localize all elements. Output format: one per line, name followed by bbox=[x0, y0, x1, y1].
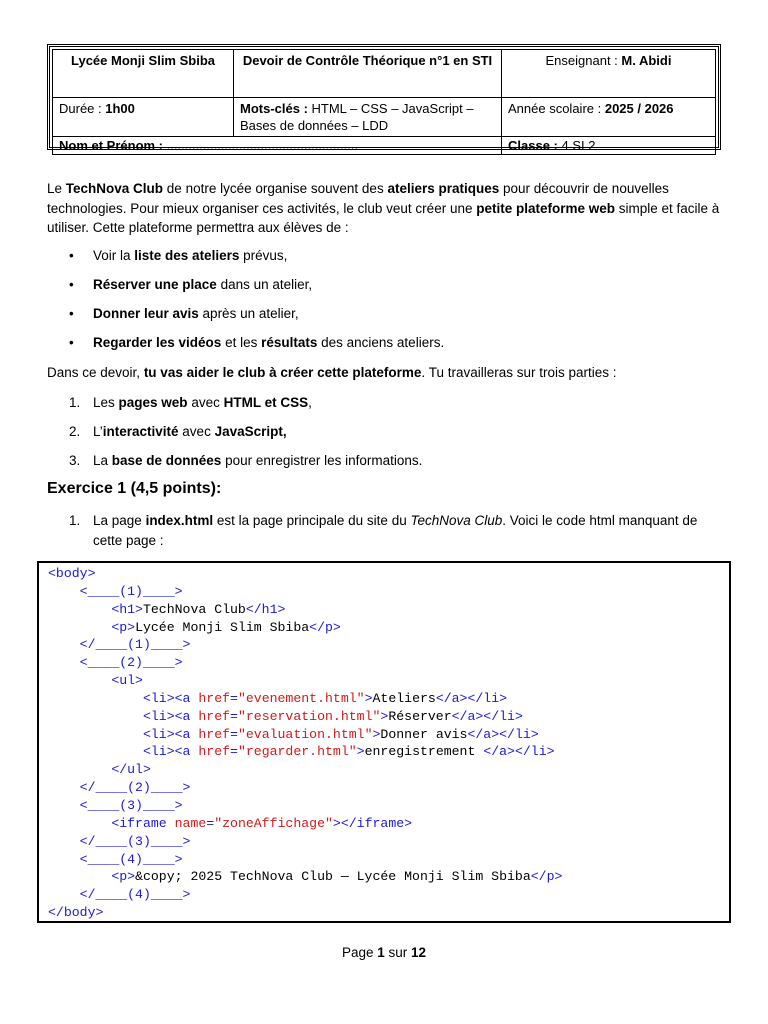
part-bold: JavaScript, bbox=[214, 424, 287, 439]
teacher-cell bbox=[502, 50, 716, 98]
student-name-cell bbox=[53, 137, 502, 155]
school-name: Lycée Monji Slim Sbiba bbox=[53, 50, 234, 98]
bullet-text: après un atelier, bbox=[198, 306, 299, 321]
student-name-label: Nom et Prénom : bbox=[59, 138, 167, 153]
code-link-text: enregistrement bbox=[364, 744, 484, 760]
question-text bbox=[47, 511, 727, 550]
student-name-dots: ..................................................... bbox=[166, 138, 359, 153]
q-bold: index.html bbox=[145, 513, 214, 528]
blank-1-close: ____(1)____ bbox=[95, 637, 183, 653]
part-text: L’ bbox=[93, 424, 103, 439]
parts-list bbox=[47, 393, 727, 480]
duration-value: 1h00 bbox=[105, 101, 135, 116]
part-text: avec bbox=[187, 395, 224, 410]
intro-text-2: de notre lycée organise souvent des bbox=[163, 181, 388, 196]
part-text: pour enregistrer les informations. bbox=[221, 453, 423, 468]
part-text: , bbox=[308, 395, 312, 410]
intro-text-3: pour découvrir de nouvelles technologies. Pour mieux organiser ces activités, le club veut créer une bbox=[47, 181, 669, 216]
list-item bbox=[47, 304, 727, 333]
bullet-text: et les bbox=[221, 335, 262, 350]
bullet-bold: Donner leur avis bbox=[93, 306, 199, 321]
intro-bold-1: TechNova Club bbox=[65, 181, 164, 196]
blank-4: ____(4)____ bbox=[87, 851, 175, 867]
bullet-bold: Réserver une place bbox=[93, 277, 217, 292]
bullet-text: des anciens ateliers. bbox=[317, 335, 445, 350]
header-box bbox=[47, 44, 721, 153]
exam-title: Devoir de Contrôle Théorique n°1 en STI bbox=[234, 50, 502, 98]
keywords-label: Mots-clés : bbox=[240, 101, 312, 116]
list-item bbox=[47, 451, 727, 480]
code-href: "regarder.html" bbox=[237, 744, 357, 760]
code-href: "reservation.html" bbox=[237, 708, 381, 724]
part-number: 1. bbox=[69, 395, 81, 410]
code-href: "evaluation.html" bbox=[237, 726, 373, 742]
q-text: La page bbox=[93, 513, 146, 528]
q-italic: TechNova Club bbox=[410, 513, 503, 528]
footer-text: Page bbox=[341, 945, 378, 960]
bullet-text: prévus, bbox=[239, 248, 288, 263]
code-iframe-name: "zoneAffichage" bbox=[214, 815, 333, 831]
part-bold: base de données bbox=[111, 453, 222, 468]
part-number: 2. bbox=[69, 424, 81, 439]
page-number: 1 bbox=[377, 945, 385, 960]
blank-3: ____(3)____ bbox=[87, 797, 175, 813]
code-link-text: Réserver bbox=[388, 708, 452, 724]
class-label: Classe : bbox=[508, 138, 562, 153]
year-cell bbox=[502, 98, 716, 137]
code-listing: <body> <____(1)____> <h1>TechNova Club</h1> <p>Lycée Monji Slim Sbiba</p> </____(1)____> <____(2)____> <ul> <li><a href="evenement.html">Ateliers</a></li> <li><a href="reservation.html">Réserver</a></li> <li><a href="evaluation.html">Donner avis</a></li> <li><a href="regarder.html">enregistrement </a></li> </ul> </____(2)____> <____(3)____> <iframe name="zoneAffichage"></iframe> </____(3)____> <____(4)____> <p>&copy; 2025 TechNova Club — Lycée Monji Slim Sbiba</p> </____(4)____> </body> bbox=[48, 566, 563, 921]
teacher-label: Enseignant : bbox=[545, 53, 622, 68]
list-item bbox=[47, 393, 727, 422]
part-text: avec bbox=[178, 424, 215, 439]
part-text: La bbox=[93, 453, 112, 468]
list-item bbox=[47, 275, 727, 304]
duration-cell bbox=[53, 98, 234, 137]
code-link-text: Ateliers bbox=[372, 690, 436, 706]
intro-text-4: simple et facile à utiliser. Cette plateforme permettra aux élèves de : bbox=[47, 200, 720, 235]
blank-4-close: ____(4)____ bbox=[95, 887, 183, 903]
question-number: 1. bbox=[69, 513, 81, 528]
bullet-bold: Regarder les vidéos bbox=[93, 335, 222, 350]
part-bold: pages web bbox=[118, 395, 188, 410]
blank-3-close: ____(3)____ bbox=[95, 833, 183, 849]
page-total: 12 bbox=[411, 945, 427, 960]
intro-text-1: Le bbox=[47, 181, 66, 196]
blank-1: ____(1)____ bbox=[87, 583, 175, 599]
blank-2-close: ____(2)____ bbox=[95, 780, 183, 796]
part-bold: HTML et CSS bbox=[223, 395, 309, 410]
intro-bold-2: ateliers pratiques bbox=[387, 181, 500, 196]
code-box bbox=[37, 561, 731, 923]
page-footer bbox=[0, 945, 768, 960]
intro-bold-3: petite plateforme web bbox=[476, 200, 615, 216]
list-item bbox=[47, 422, 727, 451]
q-text: est la page principale du site du bbox=[213, 513, 411, 528]
exercise-title: Exercice 1 (4,5 points): bbox=[47, 480, 222, 497]
blank-2: ____(2)____ bbox=[87, 655, 175, 671]
class-value: 4 SI 2 bbox=[561, 138, 596, 153]
code-href: "evenement.html" bbox=[237, 690, 365, 706]
teacher-name: M. Abidi bbox=[621, 53, 672, 68]
code-footer-text: &copy; 2025 TechNova Club — Lycée Monji Slim Sbiba bbox=[135, 869, 531, 885]
code-link-text: Donner avis bbox=[380, 726, 468, 742]
year-value: 2025 / 2026 bbox=[604, 101, 674, 116]
question-1 bbox=[47, 511, 727, 550]
bullet-bold: liste des ateliers bbox=[134, 248, 240, 263]
header-table bbox=[52, 49, 716, 155]
duration-label: Durée : bbox=[59, 101, 106, 116]
plan-text-2: . Tu travailleras sur trois parties : bbox=[421, 365, 617, 380]
intro-paragraph bbox=[47, 179, 727, 238]
bullet-text: Voir la bbox=[93, 248, 135, 263]
part-bold: interactivité bbox=[102, 424, 179, 439]
keywords-value: HTML – CSS – JavaScript – Bases de données – LDD bbox=[240, 101, 474, 133]
plan-paragraph bbox=[47, 363, 727, 383]
bullet-text: dans un atelier, bbox=[216, 277, 313, 292]
q-text: . Voici le code html manquant de cette page : bbox=[93, 513, 698, 548]
class-cell bbox=[502, 137, 716, 155]
code-p-text: Lycée Monji Slim Sbiba bbox=[135, 619, 310, 635]
plan-bold: tu vas aider le club à créer cette plateforme bbox=[143, 365, 422, 380]
part-number: 3. bbox=[69, 453, 81, 468]
part-text: Les bbox=[93, 395, 119, 410]
list-item bbox=[47, 246, 727, 275]
plan-text-1: Dans ce devoir, bbox=[47, 365, 144, 380]
year-label: Année scolaire : bbox=[508, 101, 605, 116]
keywords-cell bbox=[234, 98, 502, 137]
list-item bbox=[47, 333, 727, 362]
footer-text: sur bbox=[384, 945, 412, 960]
code-h1-text: TechNova Club bbox=[142, 601, 246, 617]
code-token: <body> bbox=[48, 566, 96, 581]
bullet-bold: résultats bbox=[261, 335, 318, 350]
features-list bbox=[47, 246, 727, 362]
